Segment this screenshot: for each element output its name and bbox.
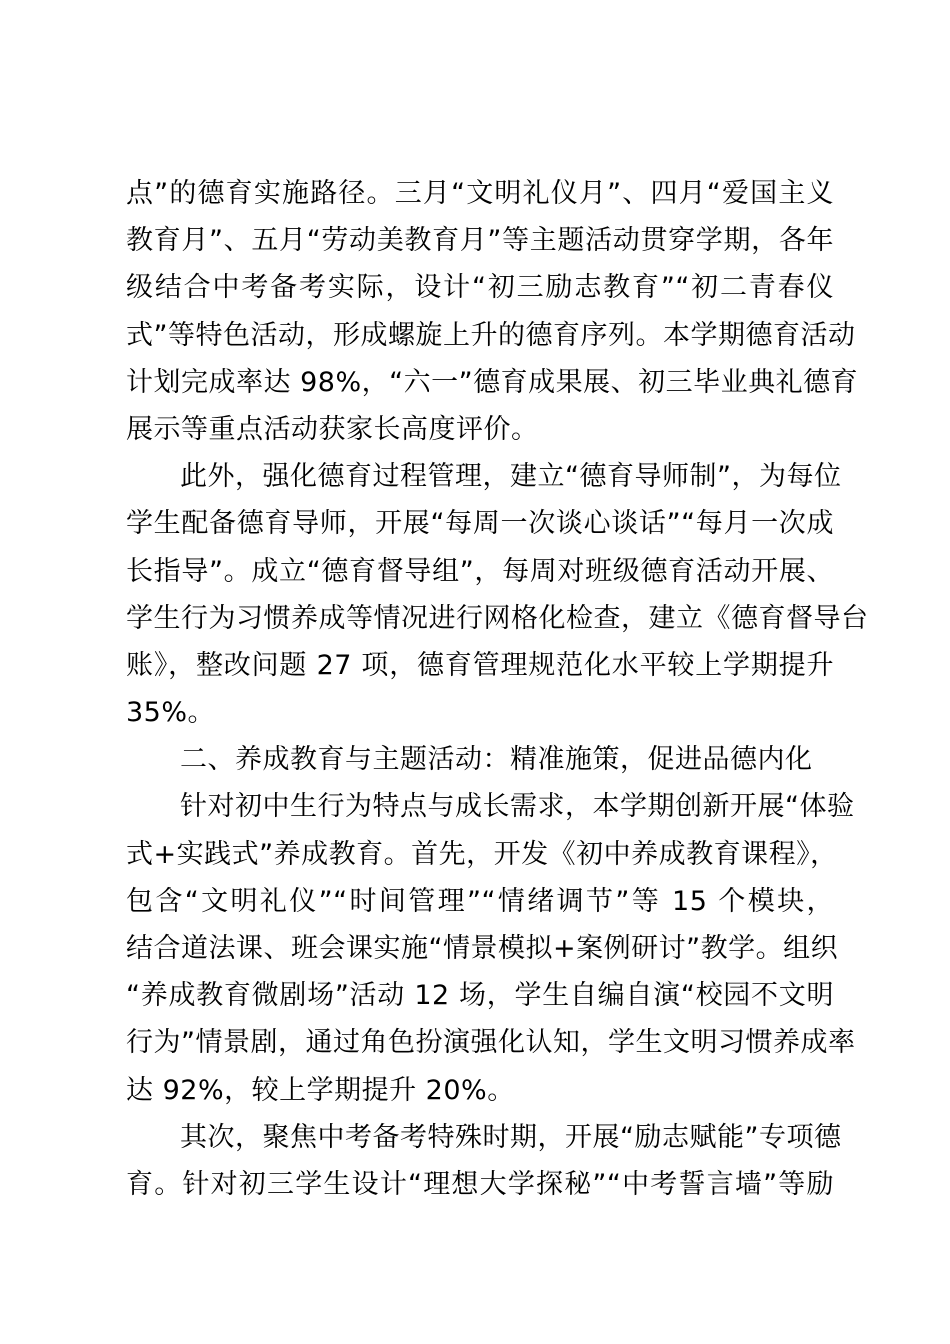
text-line: 育。针对初三学生设计“理想大学探秘”“中考誓言墙”等励 — [126, 1168, 834, 1200]
text-line: 式”等特色活动，形成螺旋上升的德育序列。本学期德育活动 — [126, 319, 856, 351]
section-heading: 二、养成教育与主题活动：精准施策，促进品德内化 — [180, 744, 813, 776]
text-line: 学生行为习惯养成等情况进行网格化检查，建立《德育督导台 — [126, 602, 869, 634]
text-line: 展示等重点活动获家长高度评价。 — [126, 413, 539, 445]
text-line: 行为”情景剧，通过角色扮演强化认知，学生文明习惯养成率 — [126, 1027, 856, 1059]
text-line: 式+实践式”养成教育。首先，开发《初中养成教育课程》， — [126, 838, 838, 870]
text-line: 35%。 — [126, 697, 216, 729]
text-line: 达 92%，较上学期提升 20%。 — [126, 1074, 515, 1106]
text-line: 包含“文明礼仪”“时间管理”“情绪调节”等 15 个模块， — [126, 885, 834, 917]
text-line: 级结合中考备考实际，设计“初三励志教育”“初二青春仪 — [126, 272, 834, 304]
paragraph-start-line: 其次，聚焦中考备考特殊时期，开展“励志赋能”专项德 — [180, 1121, 842, 1153]
text-line: 点”的德育实施路径。三月“文明礼仪月”、四月“爱国主义 — [126, 178, 834, 209]
text-line: 计划完成率达 98%，“六一”德育成果展、初三毕业典礼德育 — [126, 366, 859, 398]
paragraph-start-line: 针对初中生行为特点与成长需求，本学期创新开展“体验 — [180, 791, 855, 823]
text-line: 教育月”、五月“劳动美教育月”等主题活动贯穿学期，各年 — [126, 225, 834, 257]
text-line: 学生配备德育导师，开展“每周一次谈心谈话”“每月一次成 — [126, 508, 834, 540]
text-line: 账》，整改问题 27 项，德育管理规范化水平较上学期提升 — [126, 649, 834, 681]
text-line: “养成教育微剧场”活动 12 场，学生自编自演“校园不文明 — [126, 980, 834, 1012]
text-line: 长指导”。成立“德育督导组”，每周对班级德育活动开展、 — [126, 555, 834, 587]
text-line: 结合道法课、班会课实施“情景模拟+案例研讨”教学。组织 — [126, 933, 839, 964]
paragraph-start-line: 此外，强化德育过程管理，建立“德育导师制”，为每位 — [180, 461, 842, 493]
document-body — [126, 170, 869, 1208]
